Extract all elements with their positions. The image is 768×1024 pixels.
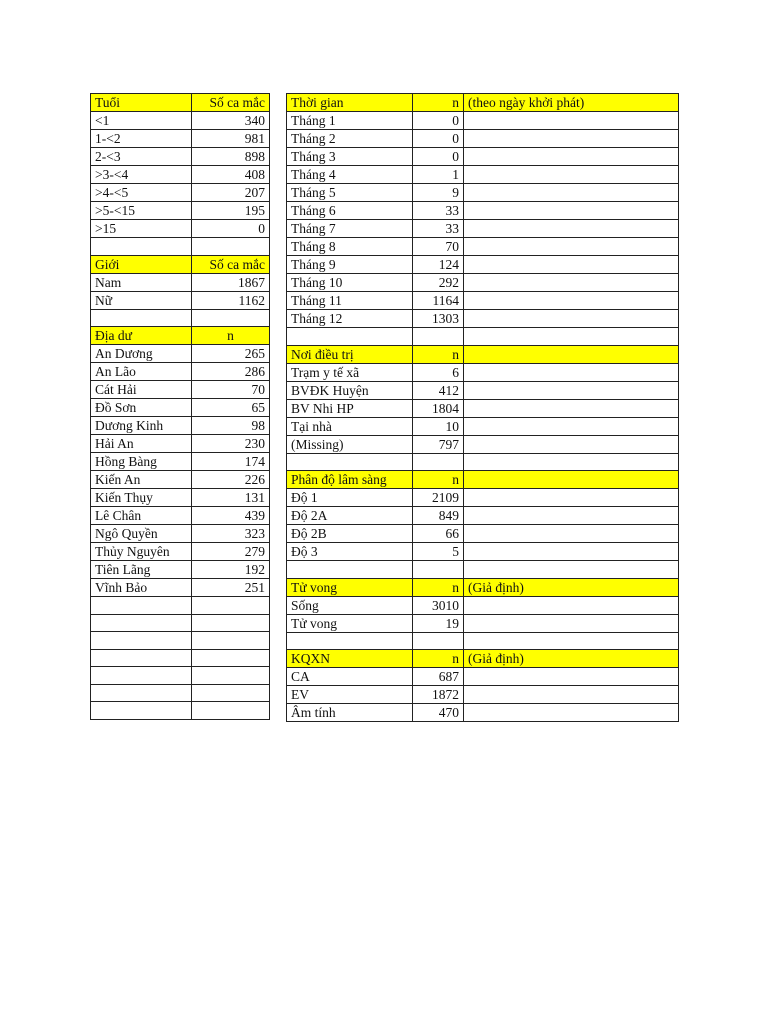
empty-cell: [91, 597, 192, 615]
treatment-header-row: [287, 345, 679, 363]
district-value-cell: 265: [192, 345, 270, 363]
treatment-label-cell: Trạm y tế xã: [287, 363, 413, 381]
time-row: [287, 292, 679, 310]
time-label-cell: Tháng 7: [287, 220, 413, 238]
empty-row: [91, 684, 270, 702]
empty-cell: [464, 274, 679, 292]
treatment-header-cell: [464, 345, 679, 363]
severity-row: [287, 489, 679, 507]
severity-value-cell: 2109: [413, 489, 464, 507]
time-label-cell: Tháng 8: [287, 238, 413, 256]
time-label-cell: Tháng 9: [287, 256, 413, 274]
treatment-value-cell: 412: [413, 381, 464, 399]
district-row: [91, 417, 270, 435]
empty-cell: [91, 667, 192, 685]
empty-cell: [464, 543, 679, 561]
district-label-cell: Hải An: [91, 435, 192, 453]
time-label-cell: Tháng 4: [287, 166, 413, 184]
empty-cell: [464, 525, 679, 543]
empty-cell: [464, 632, 679, 650]
age-value-cell: 898: [192, 148, 270, 166]
time-header-cell: n: [413, 94, 464, 112]
lab-value-cell: 470: [413, 704, 464, 722]
gender-row: [91, 291, 270, 309]
time-row: [287, 112, 679, 130]
death-row: [287, 596, 679, 614]
district-row: [91, 507, 270, 525]
death-header-cell: n: [413, 578, 464, 596]
time-row: [287, 184, 679, 202]
severity-header-row: [287, 471, 679, 489]
empty-cell: [287, 453, 413, 471]
lab-label-cell: CA: [287, 668, 413, 686]
spacer-row: [287, 561, 679, 579]
age-label-cell: >5-<15: [91, 202, 192, 220]
spacer-row: [91, 309, 270, 327]
right-table: [286, 93, 679, 722]
age-label-cell: 1-<2: [91, 130, 192, 148]
empty-cell: [192, 632, 270, 650]
district-value-cell: 251: [192, 579, 270, 597]
time-value-cell: 0: [413, 130, 464, 148]
time-value-cell: 1: [413, 166, 464, 184]
age-value-cell: 340: [192, 112, 270, 130]
empty-cell: [464, 363, 679, 381]
death-label-cell: Sống: [287, 596, 413, 614]
severity-label-cell: Độ 1: [287, 489, 413, 507]
district-label-cell: Lê Chân: [91, 507, 192, 525]
time-value-cell: 124: [413, 256, 464, 274]
empty-cell: [464, 561, 679, 579]
empty-cell: [91, 238, 192, 256]
district-row: [91, 399, 270, 417]
district-value-cell: 286: [192, 363, 270, 381]
severity-label-cell: Độ 2B: [287, 525, 413, 543]
lab-header-cell: (Giả định): [464, 650, 679, 668]
severity-header-cell: Phân độ lâm sàng: [287, 471, 413, 489]
district-row: [91, 489, 270, 507]
age-label-cell: >15: [91, 220, 192, 238]
district-value-cell: 65: [192, 399, 270, 417]
time-value-cell: 70: [413, 238, 464, 256]
time-row: [287, 130, 679, 148]
time-label-cell: Tháng 2: [287, 130, 413, 148]
empty-cell: [91, 649, 192, 667]
time-row: [287, 166, 679, 184]
empty-cell: [464, 310, 679, 328]
empty-cell: [464, 596, 679, 614]
lab-value-cell: 687: [413, 668, 464, 686]
time-label-cell: Tháng 11: [287, 292, 413, 310]
treatment-row: [287, 399, 679, 417]
lab-row: [287, 704, 679, 722]
empty-cell: [464, 328, 679, 346]
severity-value-cell: 66: [413, 525, 464, 543]
death-label-cell: Tử vong: [287, 614, 413, 632]
empty-cell: [464, 238, 679, 256]
severity-row: [287, 543, 679, 561]
empty-cell: [464, 489, 679, 507]
empty-cell: [464, 220, 679, 238]
district-header-cell: n: [192, 327, 270, 345]
empty-cell: [413, 561, 464, 579]
empty-cell: [287, 328, 413, 346]
empty-cell: [413, 632, 464, 650]
empty-cell: [464, 614, 679, 632]
empty-row: [91, 614, 270, 632]
empty-cell: [464, 184, 679, 202]
empty-cell: [464, 256, 679, 274]
empty-cell: [192, 597, 270, 615]
time-value-cell: 1164: [413, 292, 464, 310]
time-row: [287, 256, 679, 274]
gender-header-row: [91, 255, 270, 273]
age-value-cell: 408: [192, 166, 270, 184]
gender-header-cell: Số ca mắc: [192, 255, 270, 273]
empty-row: [91, 649, 270, 667]
district-row: [91, 363, 270, 381]
district-label-cell: Hồng Bàng: [91, 453, 192, 471]
age-row: [91, 130, 270, 148]
severity-value-cell: 5: [413, 543, 464, 561]
empty-cell: [287, 561, 413, 579]
severity-value-cell: 849: [413, 507, 464, 525]
time-value-cell: 0: [413, 112, 464, 130]
treatment-label-cell: BV Nhi HP: [287, 399, 413, 417]
district-row: [91, 381, 270, 399]
district-row: [91, 579, 270, 597]
age-row: [91, 202, 270, 220]
district-value-cell: 192: [192, 561, 270, 579]
district-value-cell: 279: [192, 543, 270, 561]
district-value-cell: 174: [192, 453, 270, 471]
time-row: [287, 310, 679, 328]
treatment-header-cell: n: [413, 345, 464, 363]
empty-cell: [464, 166, 679, 184]
gender-row: [91, 273, 270, 291]
treatment-label-cell: Tại nhà: [287, 417, 413, 435]
district-label-cell: Tiên Lãng: [91, 561, 192, 579]
spacer-row: [287, 632, 679, 650]
empty-cell: [192, 238, 270, 256]
death-value-cell: 19: [413, 614, 464, 632]
gender-label-cell: Nam: [91, 273, 192, 291]
time-value-cell: 1303: [413, 310, 464, 328]
death-header-cell: Tử vong: [287, 578, 413, 596]
treatment-label-cell: (Missing): [287, 435, 413, 453]
district-header-row: [91, 327, 270, 345]
time-row: [287, 202, 679, 220]
empty-cell: [91, 684, 192, 702]
district-value-cell: 323: [192, 525, 270, 543]
left-table: [90, 93, 270, 720]
time-label-cell: Tháng 1: [287, 112, 413, 130]
district-header-cell: Địa dư: [91, 327, 192, 345]
time-row: [287, 148, 679, 166]
district-label-cell: Kiến An: [91, 471, 192, 489]
severity-row: [287, 507, 679, 525]
time-label-cell: Tháng 6: [287, 202, 413, 220]
gender-value-cell: 1867: [192, 273, 270, 291]
empty-cell: [464, 704, 679, 722]
district-label-cell: Dương Kinh: [91, 417, 192, 435]
empty-cell: [192, 649, 270, 667]
district-label-cell: Kiến Thụy: [91, 489, 192, 507]
district-row: [91, 543, 270, 561]
severity-row: [287, 525, 679, 543]
empty-cell: [192, 614, 270, 632]
spacer-row: [287, 453, 679, 471]
time-label-cell: Tháng 3: [287, 148, 413, 166]
empty-cell: [413, 328, 464, 346]
age-row: [91, 112, 270, 130]
district-label-cell: Cát Hải: [91, 381, 192, 399]
district-label-cell: Vĩnh Bảo: [91, 579, 192, 597]
district-label-cell: Thủy Nguyên: [91, 543, 192, 561]
age-label-cell: <1: [91, 112, 192, 130]
time-value-cell: 33: [413, 202, 464, 220]
time-label-cell: Tháng 12: [287, 310, 413, 328]
treatment-header-cell: Nơi điều trị: [287, 345, 413, 363]
empty-cell: [192, 702, 270, 720]
empty-row: [91, 702, 270, 720]
time-header-cell: (theo ngày khởi phát): [464, 94, 679, 112]
treatment-row: [287, 417, 679, 435]
empty-row: [91, 597, 270, 615]
empty-row: [91, 667, 270, 685]
time-row: [287, 220, 679, 238]
time-label-cell: Tháng 10: [287, 274, 413, 292]
empty-cell: [464, 399, 679, 417]
empty-cell: [464, 148, 679, 166]
empty-cell: [464, 112, 679, 130]
district-row: [91, 435, 270, 453]
lab-header-row: [287, 650, 679, 668]
age-value-cell: 981: [192, 130, 270, 148]
treatment-value-cell: 10: [413, 417, 464, 435]
treatment-row: [287, 363, 679, 381]
empty-cell: [464, 381, 679, 399]
gender-label-cell: Nữ: [91, 291, 192, 309]
treatment-value-cell: 6: [413, 363, 464, 381]
empty-cell: [464, 507, 679, 525]
district-label-cell: An Dương: [91, 345, 192, 363]
empty-cell: [464, 453, 679, 471]
empty-cell: [192, 309, 270, 327]
age-header-cell: Tuổi: [91, 94, 192, 112]
lab-label-cell: EV: [287, 686, 413, 704]
age-row: [91, 148, 270, 166]
empty-cell: [464, 292, 679, 310]
spacer-row: [287, 328, 679, 346]
age-label-cell: >4-<5: [91, 184, 192, 202]
time-row: [287, 238, 679, 256]
age-value-cell: 0: [192, 220, 270, 238]
severity-label-cell: Độ 3: [287, 543, 413, 561]
severity-header-cell: n: [413, 471, 464, 489]
empty-cell: [464, 686, 679, 704]
empty-cell: [464, 130, 679, 148]
empty-cell: [464, 202, 679, 220]
death-value-cell: 3010: [413, 596, 464, 614]
time-value-cell: 292: [413, 274, 464, 292]
severity-label-cell: Độ 2A: [287, 507, 413, 525]
district-value-cell: 131: [192, 489, 270, 507]
age-label-cell: 2-<3: [91, 148, 192, 166]
time-header-cell: Thời gian: [287, 94, 413, 112]
empty-row: [91, 632, 270, 650]
district-row: [91, 525, 270, 543]
district-row: [91, 345, 270, 363]
death-row: [287, 614, 679, 632]
empty-cell: [464, 435, 679, 453]
lab-row: [287, 686, 679, 704]
spacer-row: [91, 238, 270, 256]
time-row: [287, 274, 679, 292]
treatment-label-cell: BVĐK Huyện: [287, 381, 413, 399]
treatment-value-cell: 1804: [413, 399, 464, 417]
treatment-value-cell: 797: [413, 435, 464, 453]
empty-cell: [464, 417, 679, 435]
gender-value-cell: 1162: [192, 291, 270, 309]
death-header-cell: (Giả định): [464, 578, 679, 596]
age-value-cell: 207: [192, 184, 270, 202]
district-label-cell: An Lão: [91, 363, 192, 381]
severity-header-cell: [464, 471, 679, 489]
gender-header-cell: Giới: [91, 255, 192, 273]
district-value-cell: 226: [192, 471, 270, 489]
age-row: [91, 220, 270, 238]
lab-row: [287, 668, 679, 686]
age-row: [91, 184, 270, 202]
empty-cell: [192, 667, 270, 685]
treatment-row: [287, 435, 679, 453]
district-label-cell: Ngô Quyền: [91, 525, 192, 543]
empty-cell: [287, 632, 413, 650]
time-label-cell: Tháng 5: [287, 184, 413, 202]
district-value-cell: 98: [192, 417, 270, 435]
empty-cell: [91, 309, 192, 327]
age-header-cell: Số ca mắc: [192, 94, 270, 112]
age-row: [91, 166, 270, 184]
treatment-row: [287, 381, 679, 399]
empty-cell: [192, 684, 270, 702]
empty-cell: [464, 668, 679, 686]
empty-cell: [91, 702, 192, 720]
lab-header-cell: n: [413, 650, 464, 668]
empty-cell: [91, 632, 192, 650]
district-row: [91, 561, 270, 579]
lab-label-cell: Âm tính: [287, 704, 413, 722]
time-header-row: [287, 94, 679, 112]
time-value-cell: 0: [413, 148, 464, 166]
empty-cell: [91, 614, 192, 632]
district-row: [91, 453, 270, 471]
district-value-cell: 70: [192, 381, 270, 399]
time-value-cell: 33: [413, 220, 464, 238]
age-value-cell: 195: [192, 202, 270, 220]
age-header-row: [91, 94, 270, 112]
district-label-cell: Đồ Sơn: [91, 399, 192, 417]
empty-cell: [413, 453, 464, 471]
district-value-cell: 439: [192, 507, 270, 525]
age-label-cell: >3-<4: [91, 166, 192, 184]
lab-header-cell: KQXN: [287, 650, 413, 668]
district-value-cell: 230: [192, 435, 270, 453]
death-header-row: [287, 578, 679, 596]
time-value-cell: 9: [413, 184, 464, 202]
district-row: [91, 471, 270, 489]
lab-value-cell: 1872: [413, 686, 464, 704]
